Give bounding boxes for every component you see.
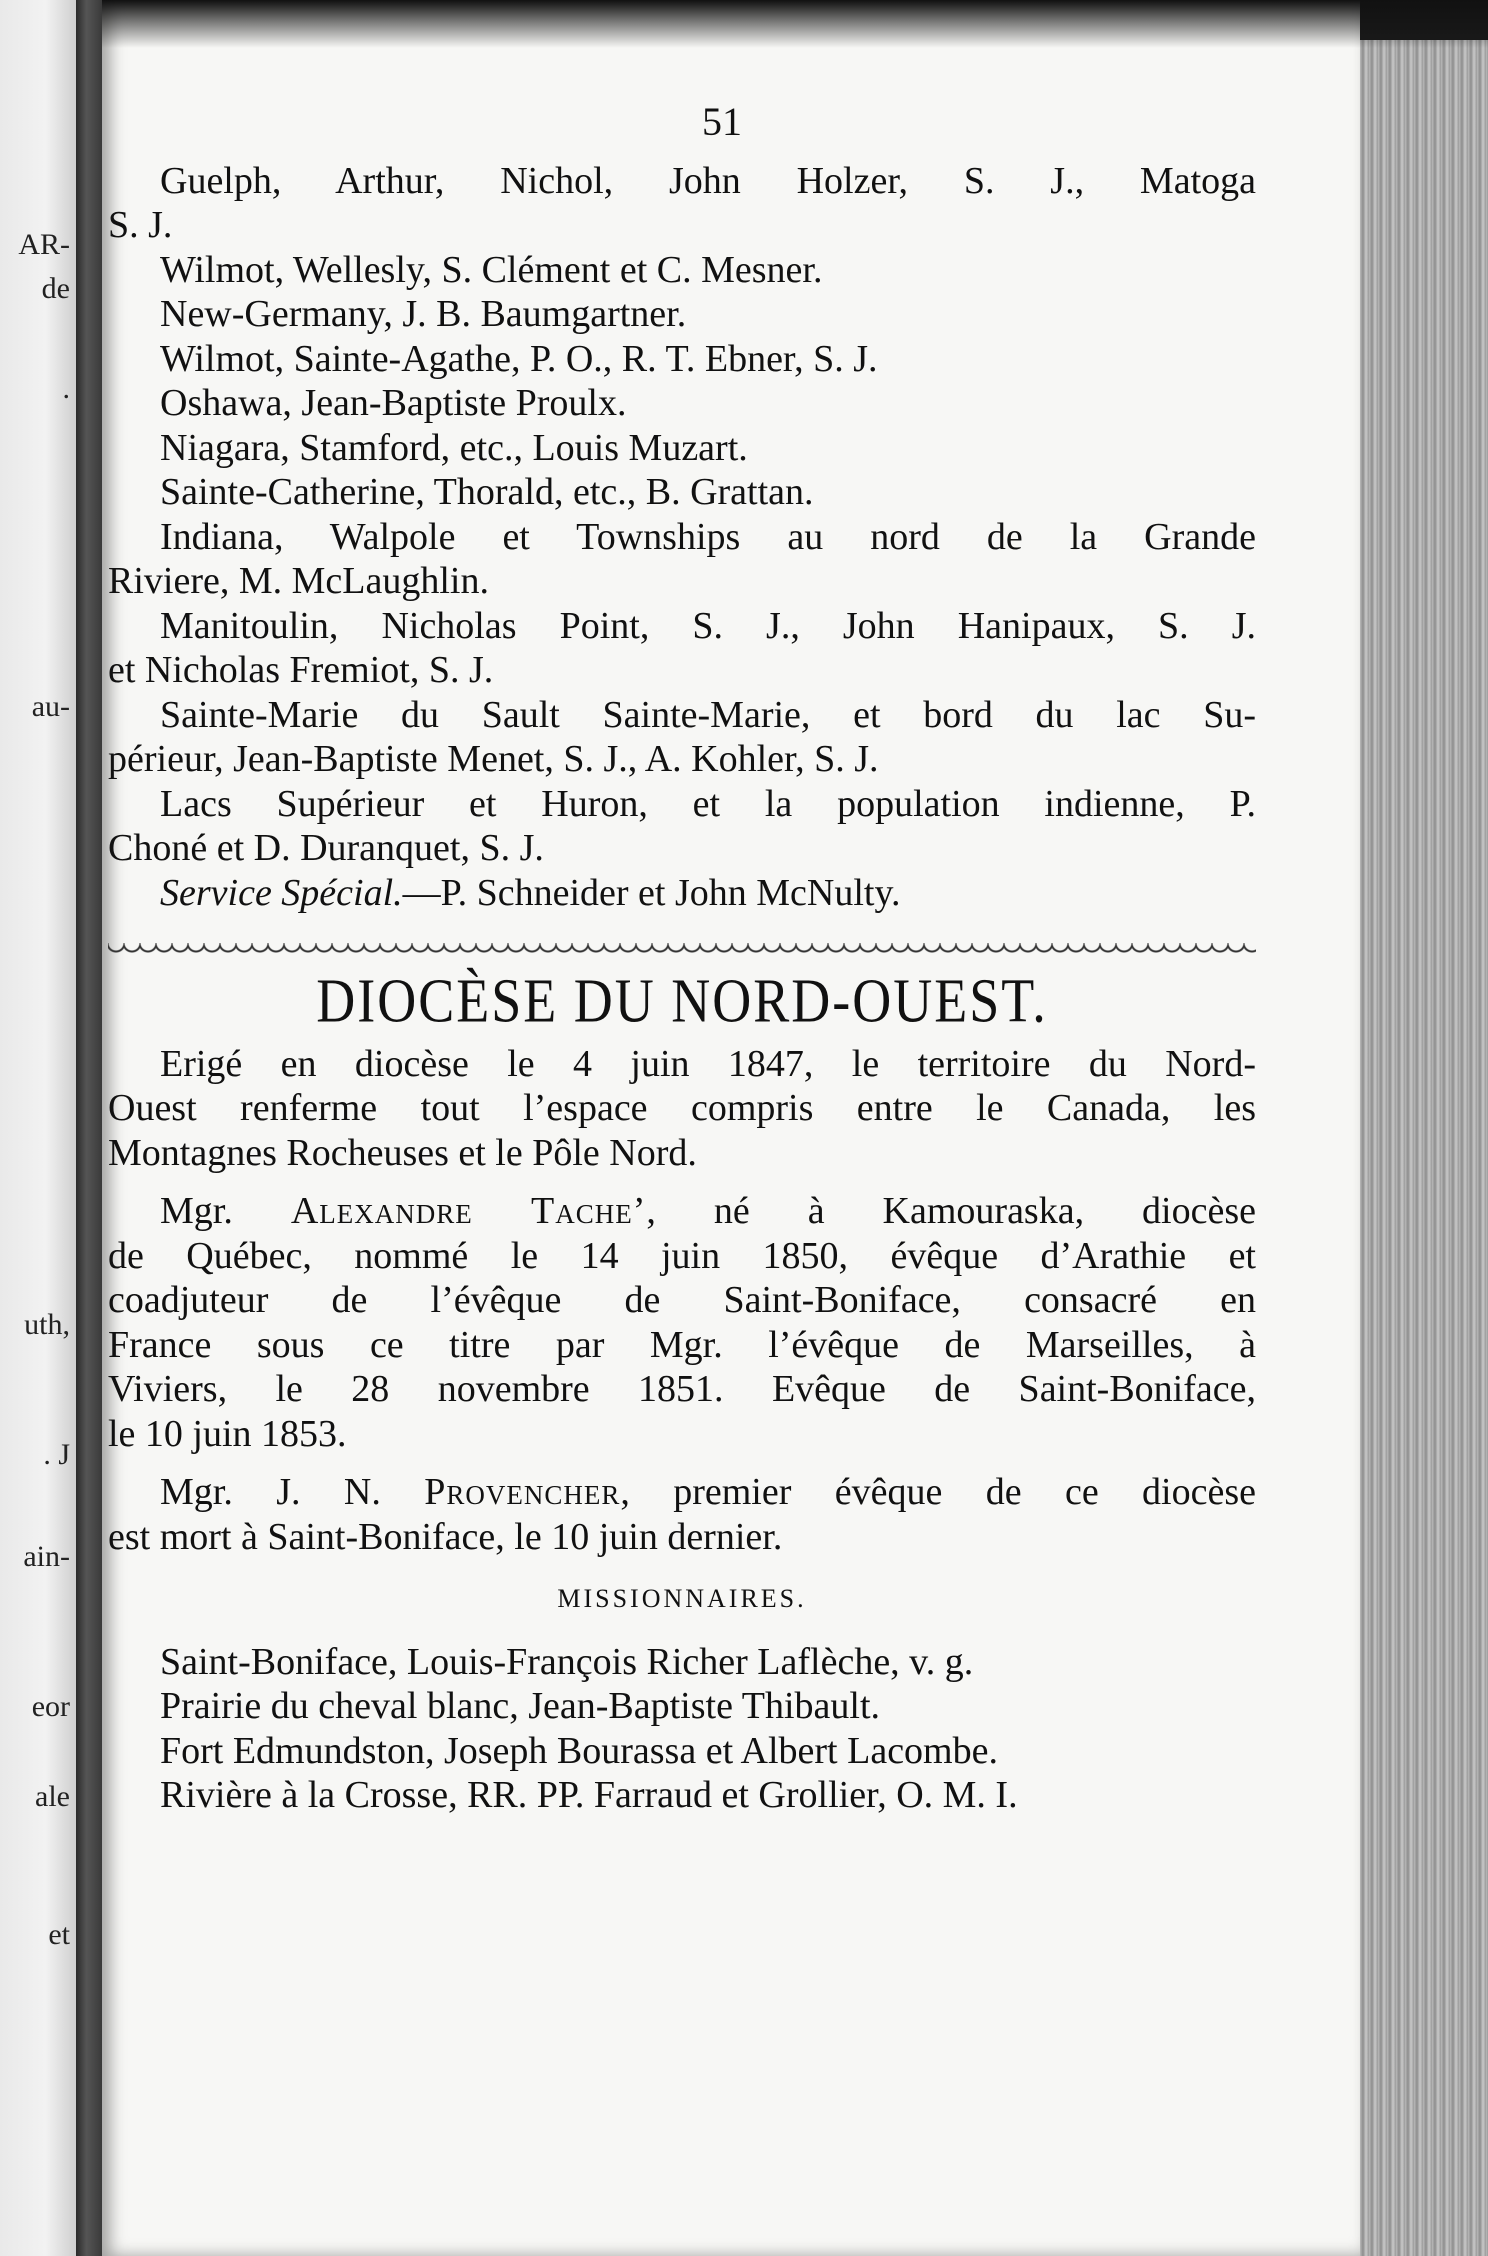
left-fragment: ale (35, 1780, 70, 1813)
missionary-line: Rivière à la Crosse, RR. PP. Farraud et Grollier, O. M. I. (160, 1774, 1018, 1816)
paragraph-provencher (108, 1470, 1256, 1559)
paragraph-line: de Québec, nommé le 14 juin 1850, évêque d’Arathie et (108, 1234, 1256, 1277)
mission-line: Wilmot, Wellesly, S. Clément et C. Mesner. (160, 248, 823, 291)
paragraph-line: le 10 juin 1853. (108, 1412, 347, 1455)
page-number: 51 (702, 99, 742, 144)
left-fragment: de (41, 272, 70, 305)
mission-line: Niagara, Stamford, etc., Louis Muzart. (160, 426, 748, 469)
paragraph-line: Montagnes Rocheuses et le Pôle Nord. (108, 1131, 697, 1174)
line-rest: , né à Kamouraska, diocèse (646, 1190, 1256, 1232)
left-fragment: au- (31, 690, 70, 723)
bishop-name: Alexandre Tache’ (290, 1190, 647, 1232)
wavy-divider (108, 937, 1256, 963)
missionary-line: Fort Edmundston, Joseph Bourassa et Albert Lacombe. (160, 1729, 998, 1772)
mission-line: Wilmot, Sainte-Agathe, P. O., R. T. Ebner, S. J. (160, 337, 878, 380)
paragraph-line: Viviers, le 28 novembre 1851. Evêque de Saint-Boniface, (108, 1368, 1256, 1410)
missionary-line: Saint-Boniface, Louis-François Richer Laflèche, v. g. (160, 1640, 974, 1683)
left-fragment: . J (43, 1438, 70, 1471)
title-prefix: Mgr. (160, 1190, 291, 1232)
paragraph-erection (108, 1042, 1256, 1176)
paragraph-tache (108, 1189, 1256, 1456)
missionary-line: Prairie du cheval blanc, Jean-Baptiste Thibault. (160, 1685, 881, 1727)
mission-line: Choné et D. Duranquet, S. J. (108, 827, 544, 869)
special-service (108, 871, 1256, 916)
left-page-edge (0, 0, 76, 2256)
paragraph-line: France sous ce titre par Mgr. l’évêque de Marseilles, à (108, 1323, 1256, 1366)
left-fragment: eor (31, 1690, 70, 1723)
left-fragment: et (48, 1918, 70, 1951)
paragraph-line: Ouest renferme tout l’espace compris entre le Canada, les (108, 1087, 1256, 1129)
mission-line: Sainte-Marie du Sault Sainte-Marie, et bord du lac Su- (160, 693, 1256, 736)
page-text (108, 100, 1256, 1818)
paragraph-line: Erigé en diocèse le 4 juin 1847, le territoire du Nord- (160, 1042, 1256, 1085)
left-fragment: AR- (18, 228, 70, 261)
book-gutter (76, 0, 102, 2256)
paragraph-line (108, 1470, 1256, 1515)
left-fragment: uth, (24, 1308, 70, 1341)
paragraph-line (108, 1189, 1256, 1234)
mission-line: S. J. (108, 204, 173, 246)
missions-list (108, 159, 1256, 916)
mission-line: Manitoulin, Nicholas Point, S. J., John Hanipaux, S. J. (160, 604, 1256, 647)
special-service-label: Service Spécial. (160, 871, 403, 914)
mission-line: Sainte-Catherine, Thorald, etc., B. Grattan. (160, 471, 814, 513)
mission-line: Oshawa, Jean-Baptiste Proulx. (160, 382, 627, 424)
mission-line: New-Germany, J. B. Baumgartner. (160, 293, 687, 335)
page-stack-edge (1360, 40, 1488, 2256)
mission-line: Guelph, Arthur, Nichol, John Holzer, S. J., Matoga (160, 159, 1256, 202)
paragraph-line: est mort à Saint-Boniface, le 10 juin dernier. (108, 1515, 783, 1558)
missionaries-list (108, 1640, 1256, 1818)
special-service-text: —P. Schneider et John McNulty. (402, 871, 901, 914)
mission-line: et Nicholas Fremiot, S. J. (108, 649, 494, 691)
mission-line: Indiana, Walpole et Townships au nord de la Grande (160, 515, 1256, 558)
bishop-name: Provencher (424, 1471, 621, 1513)
left-fragment: ain- (23, 1540, 70, 1573)
mission-line: Riviere, M. McLaughlin. (108, 560, 489, 602)
mission-line: périeur, Jean-Baptiste Menet, S. J., A. Kohler, S. J. (108, 738, 879, 780)
paragraph-line: coadjuteur de l’évêque de Saint-Boniface, consacré en (108, 1279, 1256, 1321)
diocese-heading: DIOCÈSE DU NORD-OUEST. (316, 966, 1048, 1036)
title-prefix: Mgr. J. N. (160, 1471, 425, 1513)
left-fragment: . (62, 372, 70, 405)
missionaries-heading: MISSIONNAIRES. (557, 1584, 807, 1613)
top-shadow (102, 0, 1488, 48)
line-rest: , premier évêque de ce diocèse (620, 1471, 1256, 1513)
mission-line: Lacs Supérieur et Huron, et la population indienne, P. (160, 782, 1256, 825)
